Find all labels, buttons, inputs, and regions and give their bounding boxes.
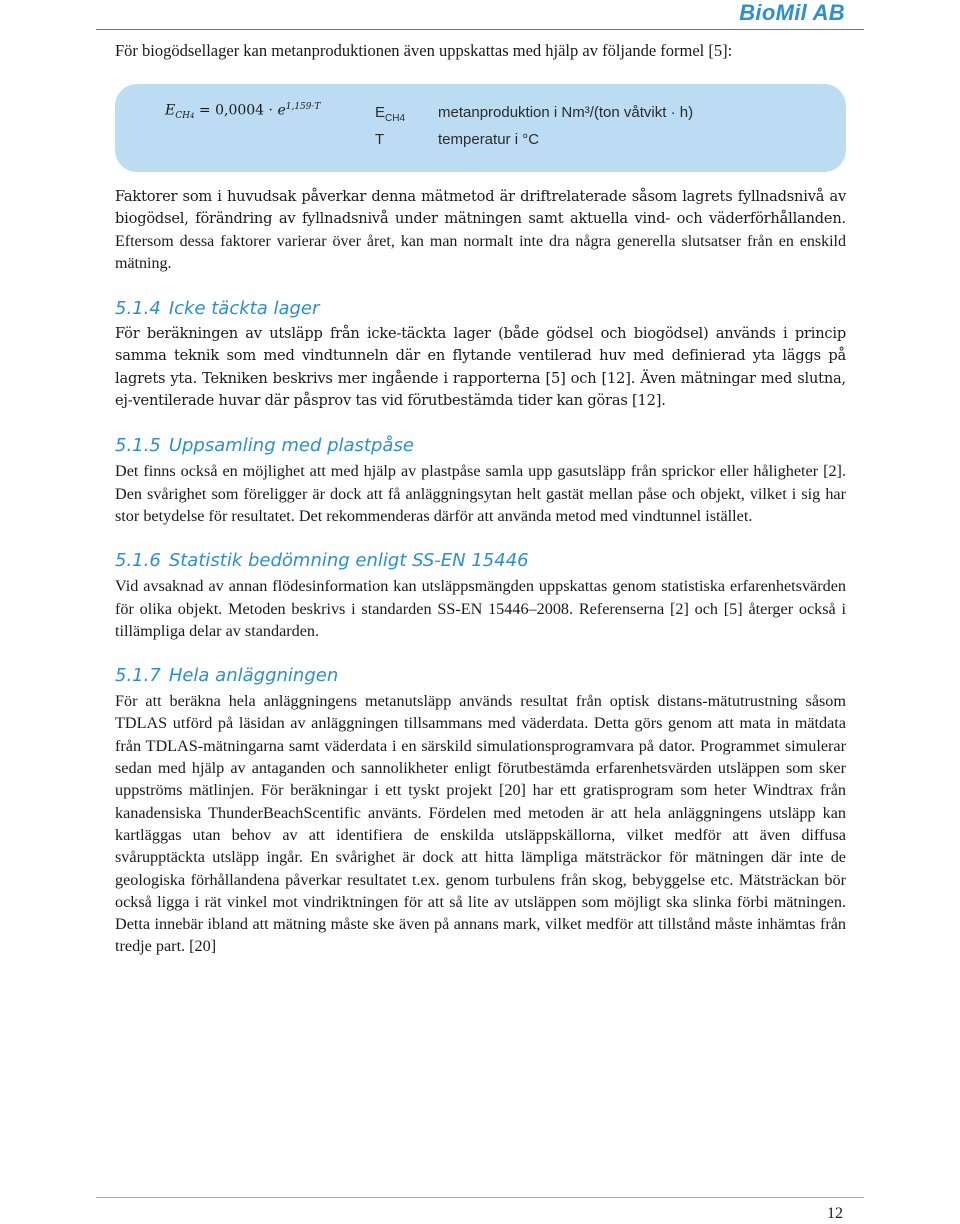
formula-box bbox=[115, 84, 846, 172]
header-divider bbox=[96, 29, 864, 30]
page-content bbox=[115, 40, 846, 958]
methane-formula bbox=[165, 102, 320, 121]
section-heading: 5.1.5 Uppsamling med plastpåse bbox=[115, 435, 414, 457]
legend-symbol: $E_{CH4}$ bbox=[375, 104, 406, 124]
formula-base: e bbox=[277, 102, 286, 119]
section-body: För beräkningen av utsläpp från icke-täckta lager (både gödsel och biogödsel) används i princip samma teknik som med vindtunneln där en flytande ventilerad huv med definierad yta läggs på lagrets yta. Tekniken beskrivs mer ingående i rapporterna [5] och [12]. Även mätningar med slutna, ej-ventilerade huvar där påsprov tas vid förutbestämda tider kan göras [12]. bbox=[115, 325, 846, 410]
formula-lhs-subsub: 4 bbox=[189, 112, 195, 121]
legend-row bbox=[375, 129, 693, 150]
section-heading: 5.1.4 Icke täckta lager bbox=[115, 298, 320, 320]
legend-symbol: T bbox=[375, 131, 385, 148]
section-5-1-6 bbox=[115, 549, 846, 642]
section-5-1-5 bbox=[115, 434, 846, 527]
section-5-1-7 bbox=[115, 664, 846, 958]
formula-coefficient: 0,0004 · bbox=[215, 102, 273, 119]
formula-legend bbox=[375, 102, 693, 150]
legend-description: temperatur i °C bbox=[438, 131, 540, 148]
footer-divider bbox=[96, 1197, 864, 1198]
formula-exponent: 1,159·T bbox=[285, 102, 321, 112]
legend-description: metanproduktion i Nm³/(ton våtvikt · h) bbox=[438, 104, 694, 121]
section-heading: 5.1.6 Statistik bedömning enligt SS-EN 15446 bbox=[115, 550, 529, 572]
formula-equals: = bbox=[198, 102, 211, 119]
intro-text: För biogödsellager kan metanproduktionen även uppskattas med hjälp av följande formel [5]: bbox=[115, 41, 733, 60]
section-body: Det finns också en möjlighet att med hjälp av plastpåse samla upp gasutsläpp från sprickor eller håligheter [2]. Den svårighet som föreligger är dock att få anläggningsytan helt gastät mellan påse och objekt, vilket i sig har stor betydelse för resultatet. Det rekommenderas därför att använda metod med vindtunnel istället. bbox=[115, 462, 846, 525]
section-body: För att beräkna hela anläggningens metanutsläpp används resultat från optisk distans-mätutrustning såsom TDLAS utförd på läsidan av anläggningen tillsammans med väderdata. Detta görs genom att mata in mätdata från TDLAS-mätningarna samt väderdata i en särskild simulationsprogramvara på dator. Programmet simulerar sedan med hjälp av antaganden och sannolikheter enligt förutbestämda erfarenhetsvärden utsläppen som sker uppströms mätlinjen. För beräkningar i ett tyskt projekt [20] har ett gratisprogram som heter Windtrax från kanadensiska ThunderBeachScentific använts. Fördelen med metoden är att hela anläggningens utsläpp kan kartläggas utan behov av att identifiera de enskilda utsläppskällorna, vilket medför att även diffusa svårupptäckta utsläpp ingår. En svårighet är dock att hitta lämpliga mätsträckor för mätningen där inte de geologiska förhållandena påverkar resultatet t.ex. genom turbulens från skog, bebyggelse etc. Mätsträckan bör också ligga i rät vinkel mot vindriktningen för att så lite av utsläppen som möjligt ska slinka förbi mätningen. Detta innebär ibland att mätning måste ske även på annans mark, vilket medför att tillstånd måste inhämtas från tredje part. [20] bbox=[115, 692, 846, 956]
legend-row bbox=[375, 102, 693, 129]
formula-lhs-sub: CH bbox=[175, 111, 190, 122]
page-number: 12 bbox=[827, 1205, 843, 1222]
factors-paragraph-2: Eftersom dessa faktorer varierar över året, kan man normalt inte dra några generella slutsatser från en enskild mätning. bbox=[115, 232, 846, 272]
section-heading: 5.1.7 Hela anläggningen bbox=[115, 665, 339, 687]
section-5-1-4 bbox=[115, 297, 846, 412]
factors-paragraph: Faktorer som i huvudsak påverkar denna mätmetod är driftrelaterade såsom lagrets fyllnadsnivå av biogödsel, förändring av fyllnadsnivå under mätningen samt aktuella vind- och väderförhållanden. Eftersom dessa faktorer varierar över året, kan man normalt inte dra några generella slutsatser från en enskild mätning. bbox=[115, 188, 846, 272]
company-brand: BioMil AB bbox=[739, 0, 845, 25]
formula-lhs: E bbox=[165, 102, 176, 119]
section-body: Vid avsaknad av annan flödesinformation kan utsläppsmängden uppskattas genom statistiska erfarenhetsvärden för olika objekt. Metoden beskrivs i standarden SS-EN 15446–2008. Referenserna [2] och [5] återger också i tillämpliga delar av standarden. bbox=[115, 577, 846, 640]
